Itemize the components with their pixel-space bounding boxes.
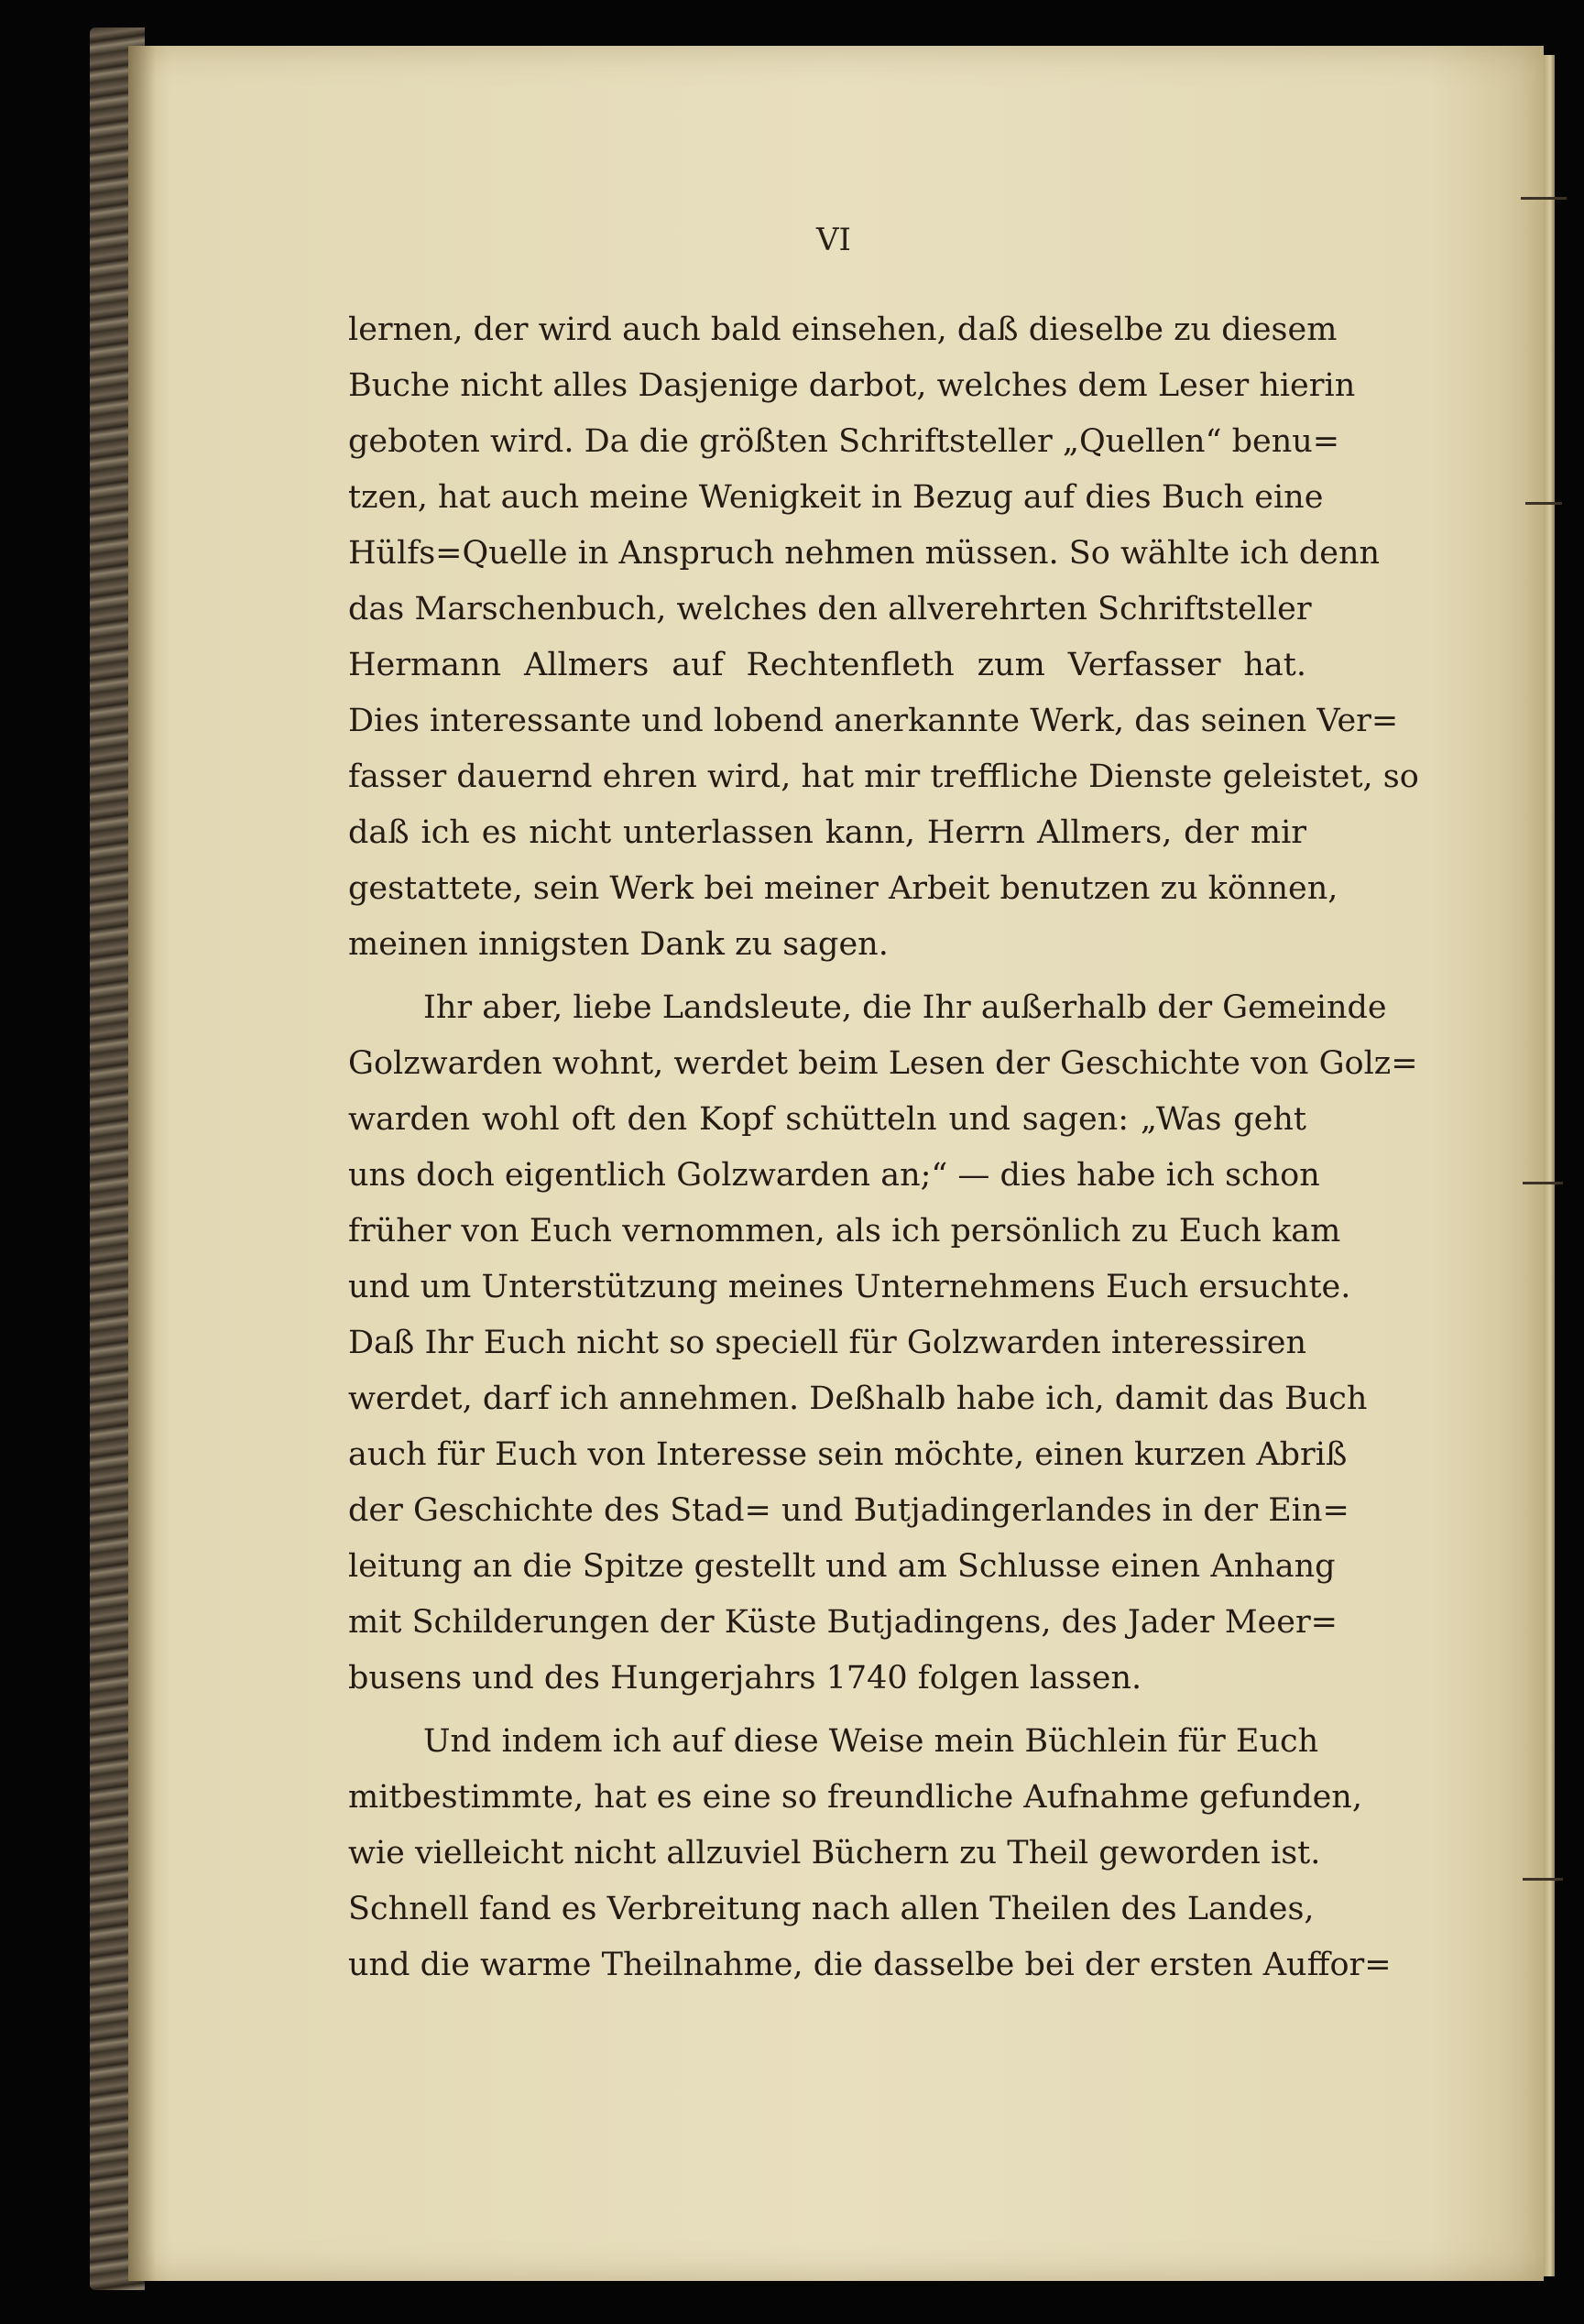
- text-line: meinen innigsten Dank zu sagen.: [348, 926, 889, 963]
- page-edge: [1544, 55, 1555, 2276]
- paragraph: [348, 980, 1418, 1707]
- text-line: das Marschenbuch, welches den allverehrten Schriftsteller: [348, 591, 1312, 627]
- text-line: mit Schilderungen der Küste Butjadingens, des Jader Meer=: [348, 1604, 1338, 1641]
- text-line: Und indem ich auf diese Weise mein Büchlein für Euch: [423, 1723, 1319, 1760]
- text-line: fasser dauernd ehren wird, hat mir treffliche Dienste geleistet, so: [348, 758, 1419, 795]
- paragraph: [348, 1714, 1392, 1993]
- margin-mark: [1521, 197, 1567, 200]
- text-line: Hülfs=Quelle in Anspruch nehmen müssen. So wählte ich denn: [348, 535, 1381, 572]
- text-line: werdet, darf ich annehmen. Deßhalb habe ich, damit das Buch: [348, 1380, 1368, 1417]
- text-line: leitung an die Spitze gestellt und am Schlusse einen Anhang: [348, 1548, 1336, 1585]
- page-number: VI: [816, 222, 851, 258]
- text-line: Buche nicht alles Dasjenige darbot, welches dem Leser hierin: [348, 367, 1356, 404]
- text-line: gestattete, sein Werk bei meiner Arbeit benutzen zu können,: [348, 870, 1338, 907]
- text-line: und um Unterstützung meines Unternehmens Euch ersuchte.: [348, 1269, 1351, 1305]
- text-line: daß ich es nicht unterlassen kann, Herrn Allmers, der mir: [348, 814, 1306, 851]
- paragraph: [348, 302, 1419, 973]
- margin-mark: [1523, 1182, 1563, 1184]
- text-line: Daß Ihr Euch nicht so speciell für Golzwarden interessiren: [348, 1325, 1306, 1361]
- text-line: uns doch eigentlich Golzwarden an;“ — dies habe ich schon: [348, 1157, 1320, 1194]
- text-line: Hermann Allmers auf Rechtenfleth zum Verfasser hat.: [348, 647, 1306, 683]
- text-line: Schnell fand es Verbreitung nach allen Theilen des Landes,: [348, 1891, 1315, 1927]
- margin-mark: [1523, 1878, 1563, 1881]
- text-line: warden wohl oft den Kopf schütteln und sagen: „Was geht: [348, 1101, 1306, 1138]
- text-line: busens und des Hungerjahrs 1740 folgen lassen.: [348, 1660, 1142, 1697]
- paragraph-gap: [348, 973, 1306, 980]
- text-line: Golzwarden wohnt, werdet beim Lesen der Geschichte von Golz=: [348, 1045, 1418, 1082]
- text-line: auch für Euch von Interesse sein möchte, einen kurzen Abriß: [348, 1436, 1348, 1473]
- text-line: früher von Euch vernommen, als ich persönlich zu Euch kam: [348, 1213, 1341, 1249]
- text-line: Ihr aber, liebe Landsleute, die Ihr außerhalb der Gemeinde: [423, 989, 1387, 1026]
- text-line: der Geschichte des Stad= und Butjadingerlandes in der Ein=: [348, 1492, 1349, 1529]
- text-line: geboten wird. Da die größten Schriftsteller „Quellen“ benu=: [348, 423, 1340, 460]
- text-line: wie vielleicht nicht allzuviel Büchern zu Theil geworden ist.: [348, 1835, 1321, 1871]
- text-line: und die warme Theilnahme, die dasselbe bei der ersten Auffor=: [348, 1947, 1392, 1983]
- text-line: lernen, der wird auch bald einsehen, daß dieselbe zu diesem: [348, 311, 1338, 348]
- text-line: Dies interessante und lobend anerkannte Werk, das seinen Ver=: [348, 703, 1399, 739]
- gutter-shadow: [128, 46, 156, 2281]
- text-line: tzen, hat auch meine Wenigkeit in Bezug auf dies Buch eine: [348, 479, 1324, 516]
- margin-mark: [1525, 502, 1562, 505]
- body-text: [348, 302, 1419, 1993]
- text-line: mitbestimmte, hat es eine so freundliche Aufnahme gefunden,: [348, 1779, 1362, 1816]
- paragraph-gap: [348, 1707, 1306, 1714]
